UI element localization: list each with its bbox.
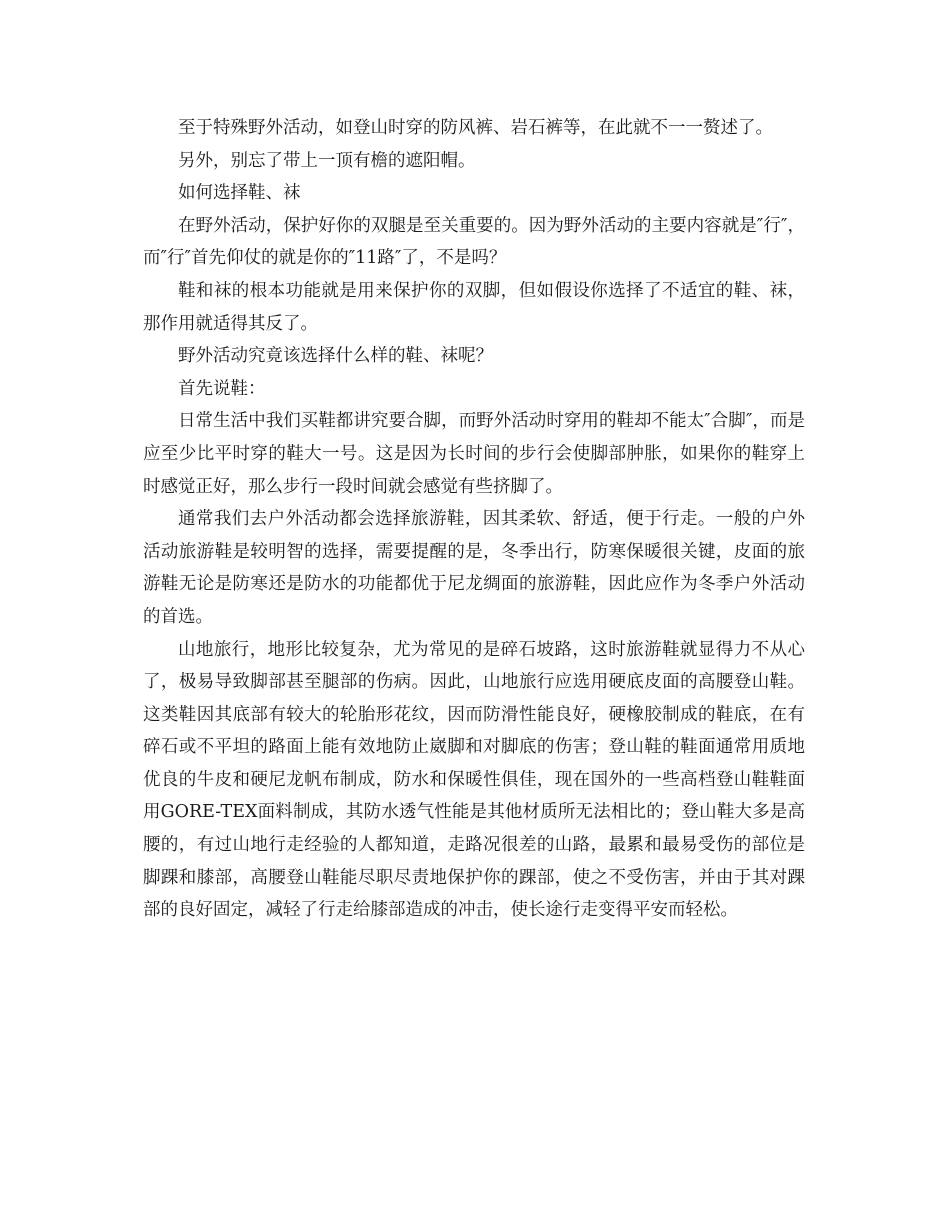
paragraph-shoe-function: 鞋和袜的根本功能就是用来保护你的双脚，但如假设你选择了不适宜的鞋、袜，那作用就适得其反了。 bbox=[143, 280, 805, 334]
paragraph-shoe-size: 日常生活中我们买鞋都讲究要合脚，而野外活动时穿用的鞋却不能太″合脚″，而是应至少比平时穿的鞋大一号。这是因为长时间的步行会使脚部肿胀，如果你的鞋穿上时感觉正好，那么步行一段时间就会感觉有些挤脚了。 bbox=[143, 411, 805, 497]
section-heading-shoes-socks: 如何选择鞋、袜 bbox=[178, 183, 301, 204]
document-body bbox=[143, 112, 805, 927]
paragraph-special-activities: 至于特殊野外活动，如登山时穿的防风裤、岩石裤等，在此就不一一赘述了。 bbox=[178, 118, 773, 138]
paragraph-protect-legs: 在野外活动，保护好你的双腿是至关重要的。因为野外活动的主要内容就是″行″，而″行″首先仰仗的就是你的″11路″了，不是吗？ bbox=[143, 215, 805, 269]
paragraph-question: 野外活动究竟该选择什么样的鞋、袜呢？ bbox=[178, 346, 493, 367]
paragraph-hiking-boots: 山地旅行，地形比较复杂，尤为常见的是碎石坡路，这时旅游鞋就显得力不从心了，极易导致脚部甚至腿部的伤病。因此，山地旅行应选用硬底皮面的高腰登山鞋。这类鞋因其底部有较大的轮胎形花纹，因而防滑性能良好，硬橡胶制成的鞋底，在有碎石或不平坦的路面上能有效地防止崴脚和对脚底的伤害；登山鞋的鞋面通常用质地优良的牛皮和硬尼龙帆布制成，防水和保暖性俱佳，现在国外的一些高档登山鞋鞋面用GORE-TEX面料制成，其防水透气性能是其他材质所无法相比的；登山鞋大多是高腰的，有过山地行走经验的人都知道，走路况很差的山路，最累和最易受伤的部位是脚踝和膝部，高腰登山鞋能尽职尽责地保护你的踝部，使之不受伤害，并由于其对踝部的良好固定，减轻了行走给膝部造成的冲击，使长途行走变得平安而轻松。 bbox=[143, 639, 805, 921]
paragraph-first-shoes: 首先说鞋： bbox=[178, 378, 266, 399]
paragraph-sun-hat: 另外，别忘了带上一顶有檐的遮阳帽。 bbox=[178, 150, 476, 171]
paragraph-travel-shoes: 通常我们去户外活动都会选择旅游鞋，因其柔软、舒适，便于行走。一般的户外活动旅游鞋是较明智的选择，需要提醒的是，冬季出行，防寒保暖很关键，皮面的旅游鞋无论是防寒还是防水的功能都优于尼龙绸面的旅游鞋，因此应作为冬季户外活动的首选。 bbox=[143, 509, 805, 627]
